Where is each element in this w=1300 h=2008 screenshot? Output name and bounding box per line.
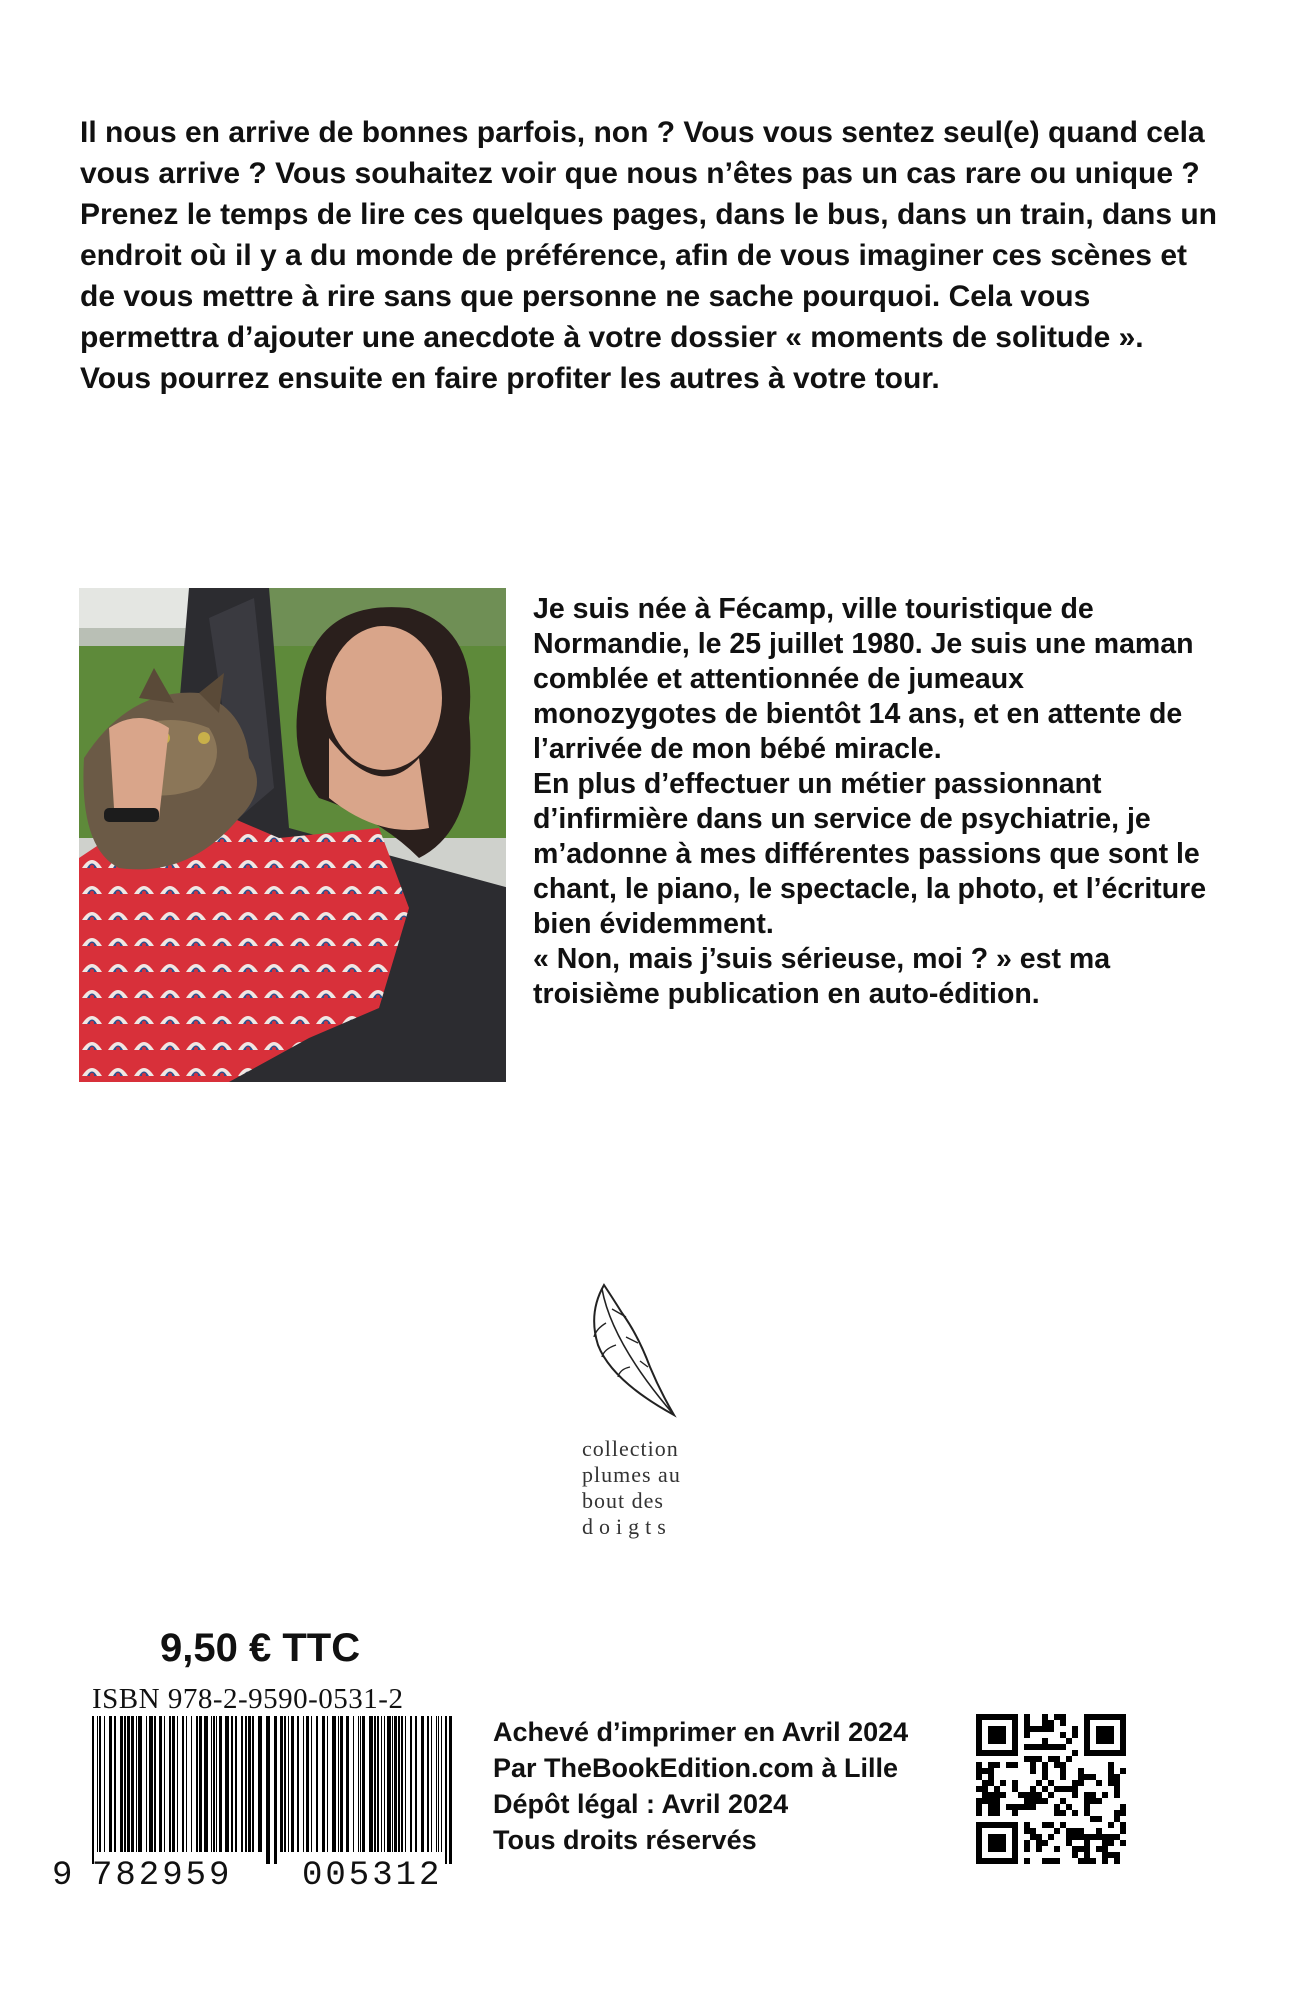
qr-module xyxy=(1030,1768,1036,1774)
qr-module xyxy=(1036,1798,1042,1804)
qr-module xyxy=(1024,1720,1030,1726)
bio-paragraph: Je suis née à Fécamp, ville touristique de Normandie, le 25 juillet 1980. Je suis une maman comblée et attentionnée de jumeaux monozygotes de bientôt 14 ans, et en attente de l’arrivée de mon bébé miracle. xyxy=(533,593,1194,765)
qr-module xyxy=(1084,1810,1090,1816)
qr-module xyxy=(1120,1840,1126,1846)
collection-label: doigts xyxy=(582,1514,672,1539)
qr-module xyxy=(1030,1756,1036,1762)
qr-module xyxy=(1102,1846,1108,1852)
qr-module xyxy=(982,1786,988,1792)
qr-module xyxy=(988,1798,994,1804)
barcode-bar xyxy=(398,1716,400,1852)
barcode-bar xyxy=(186,1716,187,1852)
qr-module xyxy=(1078,1858,1084,1864)
qr-module xyxy=(1066,1828,1072,1834)
qr-module xyxy=(994,1792,1000,1798)
barcode-bar xyxy=(241,1716,243,1852)
barcode-bar xyxy=(449,1716,452,1864)
qr-module xyxy=(1012,1786,1018,1792)
qr-module xyxy=(1090,1834,1096,1840)
barcode-bar xyxy=(99,1716,101,1852)
barcode-bar xyxy=(154,1716,156,1852)
qr-module xyxy=(1030,1792,1036,1798)
qr-module xyxy=(1108,1822,1114,1828)
qr-module xyxy=(1042,1774,1048,1780)
barcode-bar xyxy=(280,1716,283,1852)
barcode-bar xyxy=(360,1716,361,1852)
qr-module xyxy=(1066,1804,1072,1810)
qr-module xyxy=(994,1804,1000,1810)
qr-module xyxy=(976,1774,982,1780)
ean-digits xyxy=(52,1857,452,1897)
qr-module xyxy=(1048,1780,1054,1786)
barcode-bar xyxy=(114,1716,116,1852)
qr-module xyxy=(1048,1726,1054,1732)
qr-module xyxy=(1108,1780,1114,1786)
qr-module xyxy=(1078,1768,1084,1774)
qr-module xyxy=(1096,1816,1102,1822)
author-photo xyxy=(79,588,506,1082)
qr-module xyxy=(1114,1858,1120,1864)
qr-module xyxy=(982,1768,988,1774)
qr-module xyxy=(988,1810,994,1816)
barcode-bar xyxy=(322,1716,325,1852)
qr-module xyxy=(1054,1786,1060,1792)
barcode-bar xyxy=(211,1716,212,1852)
barcode-bar xyxy=(149,1716,153,1852)
barcode-bar xyxy=(415,1716,417,1852)
qr-module xyxy=(1060,1798,1066,1804)
barcode-bar xyxy=(441,1716,442,1852)
barcode-bar xyxy=(225,1716,229,1852)
qr-module xyxy=(1042,1720,1048,1726)
qr-module xyxy=(1024,1732,1030,1738)
qr-module xyxy=(1078,1846,1084,1852)
barcode-bar xyxy=(338,1716,339,1852)
qr-module xyxy=(1072,1750,1078,1756)
author-bio xyxy=(533,592,1213,1012)
qr-module xyxy=(1084,1792,1090,1798)
qr-module xyxy=(1024,1714,1030,1720)
qr-module xyxy=(1006,1762,1012,1768)
barcode-bar xyxy=(369,1716,373,1852)
qr-module xyxy=(1000,1780,1006,1786)
ean-first-digit: 9 xyxy=(52,1857,73,1895)
qr-module xyxy=(1096,1798,1102,1804)
qr-module xyxy=(1090,1774,1096,1780)
barcode-bar xyxy=(131,1716,134,1852)
back-cover-blurb: Il nous en arrive de bonnes parfois, non ? Vous vous sentez seul(e) quand cela vous arrive ? Vous souhaitez voir que nous n’êtes pas un cas rare ou unique ? Prenez le temps de lire ces quelques pages, dans le bus, dans un train, dans un endroit où il y a du monde de préférence, afin de vous imaginer ces scènes et de vous mettre à rire sans que personne ne sache pourquoi. Cela vous permettra d’ajouter une anecdote à votre dossier « moments de solitude ». Vous pourrez ensuite en faire profiter les autres à votre tour. xyxy=(80,116,1217,395)
barcode-bar xyxy=(97,1716,98,1852)
qr-module xyxy=(1084,1774,1090,1780)
qr-module xyxy=(1036,1780,1042,1786)
qr-module xyxy=(1054,1804,1060,1810)
qr-module xyxy=(1120,1810,1126,1816)
qr-module xyxy=(1036,1840,1042,1846)
qr-module xyxy=(1096,1834,1102,1840)
qr-module xyxy=(1102,1792,1108,1798)
qr-module xyxy=(1066,1738,1072,1744)
qr-module xyxy=(1036,1792,1042,1798)
barcode-bar xyxy=(303,1716,304,1852)
qr-module xyxy=(1114,1786,1120,1792)
qr-module xyxy=(1024,1828,1030,1834)
qr-module xyxy=(1084,1840,1090,1846)
qr-finder xyxy=(988,1726,1006,1744)
qr-module xyxy=(1120,1768,1126,1774)
bio-paragraph: « Non, mais j’suis sérieuse, moi ? » est ma troisième publication en auto-édition. xyxy=(533,943,1111,1010)
qr-module xyxy=(1114,1792,1120,1798)
qr-module xyxy=(988,1774,994,1780)
qr-module xyxy=(1042,1798,1048,1804)
ean-left-group: 782959 xyxy=(92,1857,233,1895)
barcode-bar xyxy=(421,1716,424,1852)
barcode-bar xyxy=(445,1716,447,1864)
qr-module xyxy=(994,1810,1000,1816)
qr-module xyxy=(1018,1792,1024,1798)
qr-module xyxy=(1024,1726,1030,1732)
qr-module xyxy=(1048,1720,1054,1726)
qr-module xyxy=(1108,1774,1114,1780)
qr-module xyxy=(1072,1792,1078,1798)
qr-module xyxy=(976,1786,982,1792)
qr-module xyxy=(1024,1846,1030,1852)
qr-module xyxy=(1084,1834,1090,1840)
qr-module xyxy=(1114,1816,1120,1822)
barcode-bar xyxy=(332,1716,336,1852)
collection-logo xyxy=(582,1283,712,1540)
imprint-block xyxy=(493,1714,908,1858)
qr-module xyxy=(1012,1780,1018,1786)
qr-module xyxy=(1024,1840,1030,1846)
qr-module xyxy=(1078,1780,1084,1786)
imprint-line: Par TheBookEdition.com à Lille xyxy=(493,1753,899,1783)
qr-module xyxy=(1042,1858,1048,1864)
qr-module xyxy=(1066,1756,1072,1762)
qr-module xyxy=(1030,1726,1036,1732)
qr-module xyxy=(1042,1840,1048,1846)
barcode-bar xyxy=(258,1716,262,1852)
qr-module xyxy=(1114,1774,1120,1780)
barcode-bar xyxy=(204,1716,208,1852)
qr-module xyxy=(1072,1810,1078,1816)
qr-module xyxy=(1102,1852,1108,1858)
collection-label: bout des xyxy=(582,1488,664,1513)
barcode-bar xyxy=(384,1716,385,1852)
qr-module xyxy=(1108,1762,1114,1768)
barcode-bar xyxy=(245,1716,247,1852)
qr-module xyxy=(1072,1828,1078,1834)
qr-module xyxy=(1114,1780,1120,1786)
qr-module xyxy=(1042,1822,1048,1828)
qr-module xyxy=(1108,1768,1114,1774)
qr-module xyxy=(1084,1798,1090,1804)
qr-module xyxy=(1090,1858,1096,1864)
barcode-bar xyxy=(231,1716,233,1852)
collection-label: collection xyxy=(582,1436,679,1461)
qr-module xyxy=(1060,1768,1066,1774)
qr-module xyxy=(1078,1774,1084,1780)
qr-module xyxy=(1060,1714,1066,1720)
qr-module xyxy=(1054,1858,1060,1864)
ean-right-group: 005312 xyxy=(302,1857,443,1895)
barcode-bar xyxy=(358,1716,359,1852)
qr-module xyxy=(1114,1834,1120,1840)
barcode-bar xyxy=(127,1716,130,1852)
qr-module xyxy=(1024,1792,1030,1798)
barcode-bar xyxy=(427,1716,429,1852)
qr-module xyxy=(988,1768,994,1774)
barcode-bar xyxy=(327,1716,328,1852)
feather-icon xyxy=(582,1283,692,1423)
qr-module xyxy=(1096,1828,1102,1834)
barcode-bar xyxy=(381,1716,382,1852)
barcode-bar xyxy=(104,1716,105,1852)
qr-module xyxy=(1078,1834,1084,1840)
qr-module xyxy=(1036,1726,1042,1732)
qr-module xyxy=(1054,1846,1060,1852)
qr-finder xyxy=(1096,1726,1114,1744)
barcode-bar xyxy=(374,1716,376,1852)
qr-module xyxy=(1090,1798,1096,1804)
price-label: 9,50 € TTC xyxy=(160,1626,361,1670)
imprint-line: Tous droits réservés xyxy=(493,1825,757,1855)
qr-module xyxy=(988,1804,994,1810)
qr-module xyxy=(1090,1816,1096,1822)
qr-module xyxy=(1072,1834,1078,1840)
barcode-bar xyxy=(316,1716,318,1852)
qr-module xyxy=(1036,1834,1042,1840)
barcode-bar xyxy=(172,1716,175,1852)
qr-module xyxy=(976,1798,982,1804)
barcode-bar xyxy=(146,1716,147,1852)
qr-module xyxy=(1030,1762,1036,1768)
qr-module xyxy=(1024,1858,1030,1864)
qr-module xyxy=(1072,1852,1078,1858)
barcode-bar xyxy=(436,1716,437,1852)
qr-module xyxy=(1084,1846,1090,1852)
barcode-bar xyxy=(248,1716,251,1852)
qr-module xyxy=(1048,1756,1054,1762)
barcode-bar xyxy=(284,1716,286,1852)
qr-module xyxy=(1060,1720,1066,1726)
qr-finder xyxy=(988,1834,1006,1852)
qr-module xyxy=(1054,1828,1060,1834)
barcode xyxy=(90,1716,458,1864)
qr-module xyxy=(988,1762,994,1768)
barcode-bar xyxy=(191,1716,192,1852)
qr-module xyxy=(1060,1810,1066,1816)
barcode-bar xyxy=(387,1716,391,1852)
qr-module xyxy=(994,1786,1000,1792)
qr-code[interactable] xyxy=(976,1714,1126,1864)
qr-module xyxy=(1120,1822,1126,1828)
imprint-line: Achevé d’imprimer en Avril 2024 xyxy=(493,1717,909,1747)
qr-module xyxy=(1108,1834,1114,1840)
barcode-bar xyxy=(266,1716,270,1864)
qr-module xyxy=(1102,1834,1108,1840)
qr-module xyxy=(1060,1744,1066,1750)
qr-module xyxy=(1042,1768,1048,1774)
barcode-bar xyxy=(340,1716,343,1852)
barcode-bar xyxy=(169,1716,171,1852)
barcode-bar xyxy=(311,1716,312,1852)
barcode-bar xyxy=(306,1716,309,1852)
qr-module xyxy=(1060,1762,1066,1768)
qr-module xyxy=(1000,1792,1006,1798)
barcode-bar xyxy=(362,1716,365,1852)
qr-module xyxy=(1018,1804,1024,1810)
qr-module xyxy=(1072,1780,1078,1786)
qr-module xyxy=(1036,1756,1042,1762)
qr-module xyxy=(1012,1804,1018,1810)
barcode-bar xyxy=(109,1716,112,1852)
qr-module xyxy=(1042,1744,1048,1750)
barcode-bar xyxy=(431,1716,432,1852)
qr-module xyxy=(976,1810,982,1816)
qr-module xyxy=(988,1780,994,1786)
barcode-bar xyxy=(177,1716,178,1852)
qr-module xyxy=(1048,1744,1054,1750)
qr-module xyxy=(1054,1756,1060,1762)
qr-module xyxy=(1066,1786,1072,1792)
barcode-bar xyxy=(235,1716,237,1852)
barcode-bar xyxy=(353,1716,354,1852)
barcode-bar xyxy=(291,1716,294,1852)
qr-module xyxy=(1072,1846,1078,1852)
qr-module xyxy=(1108,1852,1114,1858)
qr-module xyxy=(1042,1786,1048,1792)
qr-module xyxy=(1048,1858,1054,1864)
qr-module xyxy=(994,1762,1000,1768)
qr-module xyxy=(1042,1714,1048,1720)
qr-module xyxy=(1048,1834,1054,1840)
qr-module xyxy=(1066,1840,1072,1846)
qr-module xyxy=(1024,1822,1030,1828)
qr-module xyxy=(1096,1846,1102,1852)
qr-module xyxy=(1084,1858,1090,1864)
barcode-bar xyxy=(92,1716,94,1864)
qr-module xyxy=(982,1792,988,1798)
barcode-bar xyxy=(288,1716,289,1852)
qr-module xyxy=(1060,1822,1066,1828)
barcode-bar xyxy=(199,1716,202,1852)
qr-module xyxy=(1012,1762,1018,1768)
barcode-bar xyxy=(138,1716,142,1852)
barcode-bar xyxy=(274,1716,277,1864)
barcode-bar xyxy=(216,1716,217,1852)
barcode-bar xyxy=(377,1716,379,1852)
barcode-bar xyxy=(438,1716,439,1852)
barcode-bar xyxy=(346,1716,349,1852)
qr-module xyxy=(1054,1714,1060,1720)
qr-module xyxy=(1024,1744,1030,1750)
qr-module xyxy=(1012,1810,1018,1816)
qr-module xyxy=(1054,1762,1060,1768)
qr-module xyxy=(1072,1726,1078,1732)
qr-module xyxy=(1030,1786,1036,1792)
qr-module xyxy=(1006,1804,1012,1810)
barcode-bar xyxy=(124,1716,126,1852)
qr-module xyxy=(994,1798,1000,1804)
qr-module xyxy=(1030,1804,1036,1810)
qr-module xyxy=(976,1804,982,1810)
qr-module xyxy=(988,1792,994,1798)
imprint-line: Dépôt légal : Avril 2024 xyxy=(493,1789,789,1819)
barcode-bar xyxy=(252,1716,254,1852)
qr-module xyxy=(1084,1804,1090,1810)
qr-module xyxy=(976,1768,982,1774)
barcode-bar xyxy=(297,1716,299,1852)
qr-module xyxy=(1114,1852,1120,1858)
collection-label: plumes au xyxy=(582,1462,681,1487)
barcode-bar xyxy=(213,1716,215,1852)
bio-paragraph: En plus d’effectuer un métier passionnant d’infirmière dans un service de psychiatrie, je m’adonne à mes différentes passions que sont le chant, le piano, le spectacle, la photo, et l’écriture bien évidemment. xyxy=(533,768,1207,940)
qr-module xyxy=(1072,1786,1078,1792)
qr-module xyxy=(1120,1828,1126,1834)
qr-module xyxy=(1042,1726,1048,1732)
qr-module xyxy=(1024,1756,1030,1762)
qr-module xyxy=(1090,1792,1096,1798)
barcode-bar xyxy=(401,1716,403,1852)
qr-module xyxy=(1036,1846,1042,1852)
barcode-bar xyxy=(196,1716,198,1852)
qr-module xyxy=(1096,1780,1102,1786)
qr-module xyxy=(1120,1804,1126,1810)
qr-module xyxy=(1054,1810,1060,1816)
qr-module xyxy=(1054,1744,1060,1750)
qr-module xyxy=(1030,1798,1036,1804)
qr-module xyxy=(1030,1834,1036,1840)
qr-module xyxy=(1114,1810,1120,1816)
barcode-bar xyxy=(136,1716,137,1852)
qr-module xyxy=(1030,1744,1036,1750)
qr-module xyxy=(982,1780,988,1786)
qr-module xyxy=(1024,1798,1030,1804)
qr-module xyxy=(1108,1840,1114,1846)
qr-module xyxy=(1060,1732,1066,1738)
qr-module xyxy=(1102,1858,1108,1864)
qr-module xyxy=(1102,1840,1108,1846)
qr-module xyxy=(1036,1744,1042,1750)
qr-module xyxy=(1048,1792,1054,1798)
qr-module xyxy=(1072,1732,1078,1738)
qr-module xyxy=(1078,1828,1084,1834)
barcode-bar xyxy=(164,1716,165,1852)
barcode-bar xyxy=(392,1716,393,1852)
qr-module xyxy=(1084,1852,1090,1858)
barcode-bar xyxy=(159,1716,162,1852)
qr-module xyxy=(1048,1822,1054,1828)
qr-module xyxy=(1060,1774,1066,1780)
barcode-bar xyxy=(219,1716,222,1852)
barcode-bar xyxy=(182,1716,184,1852)
qr-module xyxy=(1030,1828,1036,1834)
barcode-bar xyxy=(120,1716,123,1852)
qr-module xyxy=(976,1762,982,1768)
qr-module xyxy=(982,1798,988,1804)
barcode-bar xyxy=(394,1716,397,1852)
qr-module xyxy=(1066,1834,1072,1840)
isbn-label: ISBN 978-2-9590-0531-2 xyxy=(92,1683,404,1715)
barcode-bar xyxy=(405,1716,406,1852)
qr-module xyxy=(1042,1738,1048,1744)
barcode-bar xyxy=(410,1716,412,1852)
qr-module xyxy=(1024,1804,1030,1810)
qr-module xyxy=(1060,1786,1066,1792)
qr-module xyxy=(1042,1762,1048,1768)
